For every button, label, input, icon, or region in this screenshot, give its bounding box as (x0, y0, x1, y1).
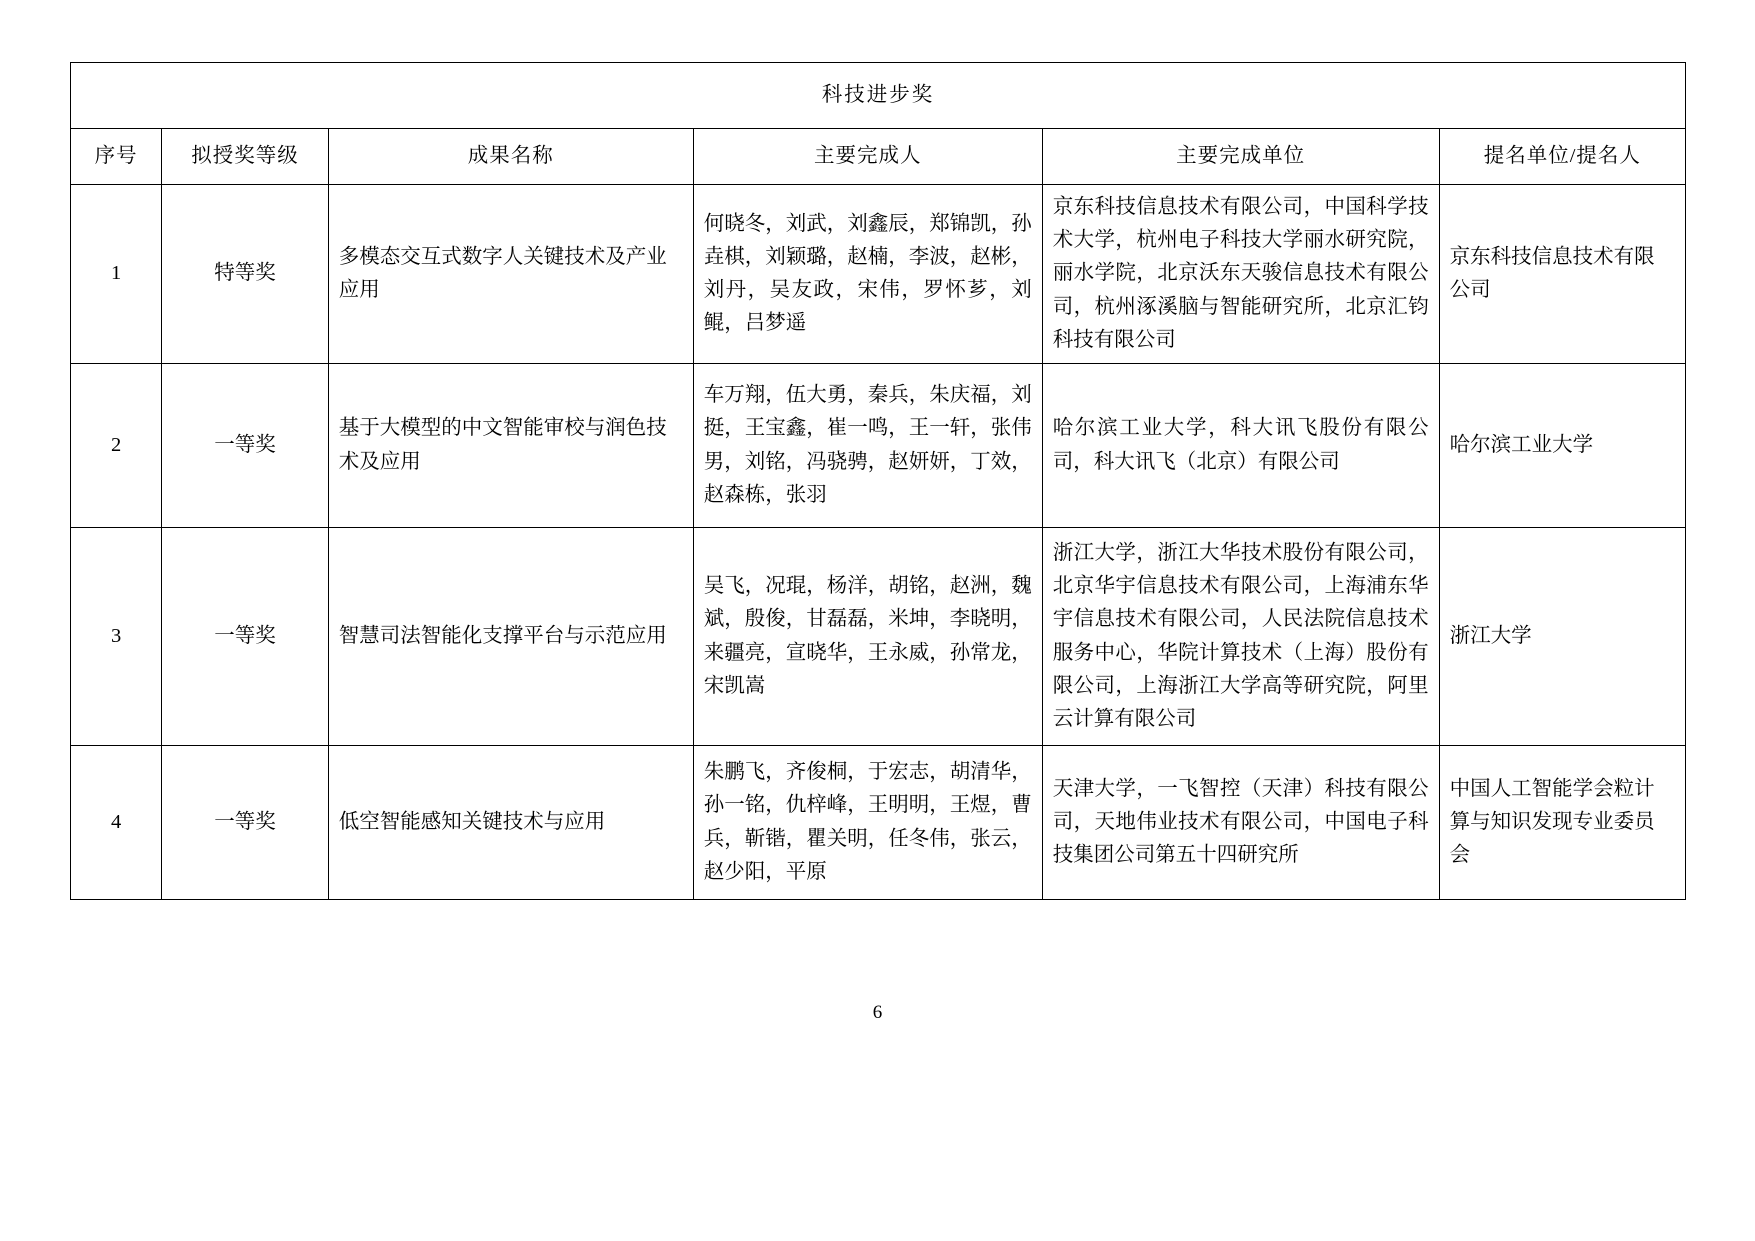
row-units: 京东科技信息技术有限公司，中国科学技术大学，杭州电子科技大学丽水研究院，丽水学院，北京沃东天骏信息技术有限公司，杭州涿溪脑与智能研究所，北京汇钧科技有限公司 (1042, 185, 1439, 364)
row-people: 车万翔，伍大勇，秦兵，朱庆福，刘挺，王宝鑫，崔一鸣，王一轩，张伟男，刘铭，冯骁骋，赵妍妍，丁效，赵森栋，张羽 (693, 364, 1042, 528)
row-nominator: 京东科技信息技术有限公司 (1439, 185, 1685, 364)
table-row (71, 185, 1686, 364)
row-units: 天津大学，一飞智控（天津）科技有限公司，天地伟业技术有限公司，中国电子科技集团公司第五十四研究所 (1042, 746, 1439, 900)
row-units: 哈尔滨工业大学，科大讯飞股份有限公司，科大讯飞（北京）有限公司 (1042, 364, 1439, 528)
column-header-people: 主要完成人 (693, 129, 1042, 185)
table-row (71, 746, 1686, 900)
row-people: 何晓冬，刘武，刘鑫辰，郑锦凯，孙垚棋，刘颖璐，赵楠，李波，赵彬，刘丹，吴友政，宋伟，罗怀芗，刘鲲，吕梦遥 (693, 185, 1042, 364)
column-header-level: 拟授奖等级 (162, 129, 329, 185)
row-level: 一等奖 (162, 364, 329, 528)
table-row (71, 528, 1686, 746)
column-header-index: 序号 (71, 129, 162, 185)
page-number: 6 (872, 1002, 883, 1023)
table-header-row (71, 129, 1686, 185)
row-name: 多模态交互式数字人关键技术及产业应用 (328, 185, 693, 364)
award-table-container (70, 62, 1686, 900)
award-table (70, 62, 1686, 900)
row-people: 吴飞，况琨，杨洋，胡铭，赵洲，魏斌，殷俊，甘磊磊，米坤，李晓明，来疆亮，宣晓华，王永威，孙常龙，宋凯嵩 (693, 528, 1042, 746)
row-index: 2 (71, 364, 162, 528)
row-index: 4 (71, 746, 162, 900)
table-row (71, 364, 1686, 528)
row-level: 一等奖 (162, 746, 329, 900)
row-people: 朱鹏飞，齐俊桐，于宏志，胡清华，孙一铭，仇梓峰，王明明，王煜，曹兵，靳锴，瞿关明，任冬伟，张云，赵少阳，平原 (693, 746, 1042, 900)
row-name: 低空智能感知关键技术与应用 (328, 746, 693, 900)
row-index: 1 (71, 185, 162, 364)
row-index: 3 (71, 528, 162, 746)
row-name: 智慧司法智能化支撑平台与示范应用 (328, 528, 693, 746)
table-title-row (71, 63, 1686, 129)
row-units: 浙江大学，浙江大华技术股份有限公司，北京华宇信息技术有限公司，上海浦东华宇信息技术有限公司，人民法院信息技术服务中心，华院计算技术（上海）股份有限公司，上海浙江大学高等研究院，阿里云计算有限公司 (1042, 528, 1439, 746)
table-title: 科技进步奖 (71, 63, 1686, 129)
row-nominator: 哈尔滨工业大学 (1439, 364, 1685, 528)
column-header-units: 主要完成单位 (1042, 129, 1439, 185)
row-level: 特等奖 (162, 185, 329, 364)
row-name: 基于大模型的中文智能审校与润色技术及应用 (328, 364, 693, 528)
column-header-nominator: 提名单位/提名人 (1439, 129, 1685, 185)
column-header-name: 成果名称 (328, 129, 693, 185)
row-level: 一等奖 (162, 528, 329, 746)
row-nominator: 中国人工智能学会粒计算与知识发现专业委员会 (1439, 746, 1685, 900)
row-nominator: 浙江大学 (1439, 528, 1685, 746)
